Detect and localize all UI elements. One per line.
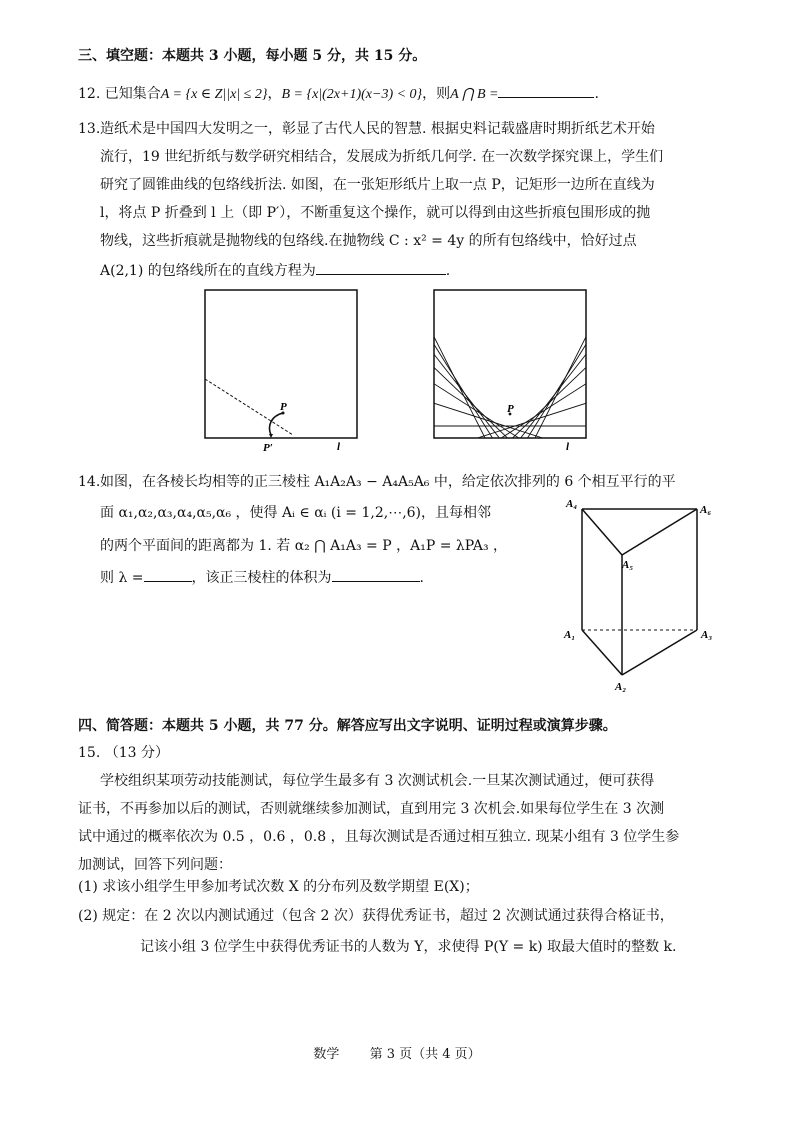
page-footer — [0, 1043, 794, 1062]
crease-line — [432, 325, 592, 454]
prism-label-a1: A₁ — [564, 629, 576, 641]
q12-set-a: A = {x ∈ Z||x| ≤ 2} — [160, 87, 268, 102]
crease-line — [432, 339, 592, 454]
q15-line: 证书，不再参加以后的测试，否则就继续参加测试，直到用完 3 次机会.如果每位学生在 3 次测 — [78, 801, 665, 817]
q15-sub1: (1) 求该小组学生甲参加考试次数 X 的分布列及数学期望 E(X)； — [78, 879, 479, 895]
q13-number: 13. — [78, 121, 101, 137]
q13-last-line — [100, 260, 450, 281]
q13-line: 造纸术是中国四大发明之一，彰显了古代人民的智慧. 根据史料记载盛唐时期折纸艺术开始 — [100, 121, 655, 137]
q14-lambda-blank[interactable] — [144, 567, 192, 582]
question-12 — [78, 83, 599, 105]
footer-page-number: 第 3 页（共 4 页） — [369, 1047, 481, 1062]
q13-last-text: A(2,1) 的包络线所在的直线方程为 — [100, 263, 316, 279]
section-4-heading: 四、简答题：本题共 5 小题，共 77 分。解答应写出文字说明、证明过程或演算步骤。 — [78, 718, 617, 734]
q15-line: 学校组织某项劳动技能测试，每位学生最多有 3 次测试机会.一旦某次测试通过，便可获得 — [100, 773, 655, 789]
q14-end: . — [419, 570, 424, 586]
fig2-label-p: P — [507, 403, 514, 415]
fig2-label-l: l — [566, 441, 570, 453]
q14-volume-blank[interactable] — [332, 567, 420, 582]
q12-sep: ， — [267, 86, 282, 102]
fig1-label-p-prime: P′ — [263, 442, 273, 454]
q13-line: 研究了圆锥曲线的包络线折法. 如图，在一张矩形纸片上取一点 P，记矩形一边所在直线为 — [100, 177, 655, 193]
q15-number: 15. — [78, 745, 101, 761]
q15-sub2: (2) 规定：在 2 次以内测试通过（包含 2 次）获得优秀证书，超过 2 次测试通过获得合格证书， — [78, 908, 674, 924]
q13-figure-envelope — [432, 288, 592, 454]
q12-end: . — [594, 86, 599, 102]
q13-end: . — [445, 263, 451, 279]
q13-figure-fold — [203, 288, 363, 454]
prism-label-a6: A₆ — [700, 504, 712, 516]
q12-text-b: ，则 — [422, 86, 451, 102]
q12-answer-blank[interactable] — [498, 83, 594, 98]
q15-sub2-cont: 记该小组 3 位学生中获得优秀证书的人数为 Y，求使得 P(Y = k) 取最大值时的整数 k. — [140, 939, 677, 955]
prism-label-a2: A₂ — [615, 681, 627, 693]
q12-set-b: B = {x|(2x+1)(x−3) < 0} — [281, 87, 423, 102]
q15-score: （13 分） — [104, 745, 169, 761]
footer-subject: 数学 — [313, 1047, 340, 1062]
q15-line: 加测试，回答下列问题： — [78, 857, 232, 873]
q14-line: 的两个平面间的距离都为 1. 若 α₂ ⋂ A₁A₃ = P ，A₁P = λPA₃ ， — [100, 538, 508, 554]
q14-line: 面 α₁,α₂,α₃,α₄,α₅,α₆ ，使得 Aᵢ ∈ αᵢ (i = 1,2,⋯,6)，且每相邻 — [100, 505, 492, 521]
q14-lambda-text: 则 λ = — [100, 570, 144, 586]
q14-volume-text: ，该正三棱柱的体积为 — [191, 570, 332, 586]
q14-number: 14. — [78, 474, 101, 490]
crease-line — [432, 334, 592, 454]
prism-label-a3: A₃ — [701, 629, 713, 641]
q12-expr: A ⋂ B = — [450, 87, 499, 102]
q15-line: 试中通过的概率依次为 0.5 ，0.6 ，0.8 ，且每次测试是否通过相互独立. 现某小组有 3 位学生参 — [78, 829, 680, 845]
q12-number: 12. — [78, 86, 101, 102]
q14-line: 如图，在各棱长均相等的正三棱柱 A₁A₂A₃ − A₄A₅A₆ 中，给定依次排列的 6 个相互平行的平 — [100, 474, 676, 490]
crease-line — [432, 313, 592, 454]
q13-line: l，将点 P 折叠到 l 上（即 P′），不断重复这个操作，就可以得到由这些折痕包围形成的抛 — [100, 205, 651, 221]
q14-figure-prism — [560, 495, 720, 695]
prism-label-a4: A₄ — [566, 498, 578, 510]
q12-text: 已知集合 — [104, 86, 161, 102]
q14-last-line — [100, 567, 424, 588]
q13-answer-blank[interactable] — [316, 260, 446, 275]
q13-line: 流行，19 世纪折纸与数学研究相结合，发展成为折纸几何学. 在一次数学探究课上，学生们 — [100, 149, 664, 165]
section-3-heading: 三、填空题：本题共 3 小题，每小题 5 分，共 15 分。 — [78, 48, 427, 64]
fig1-label-p: P — [280, 401, 287, 413]
q13-line: 物线，这些折痕就是抛物线的包络线.在抛物线 C : x² = 4y 的所有包络线中，恰好过点 — [100, 233, 637, 249]
q15-header — [78, 743, 169, 763]
fig1-label-l: l — [337, 441, 341, 453]
prism-label-a5: A₅ — [622, 559, 634, 571]
